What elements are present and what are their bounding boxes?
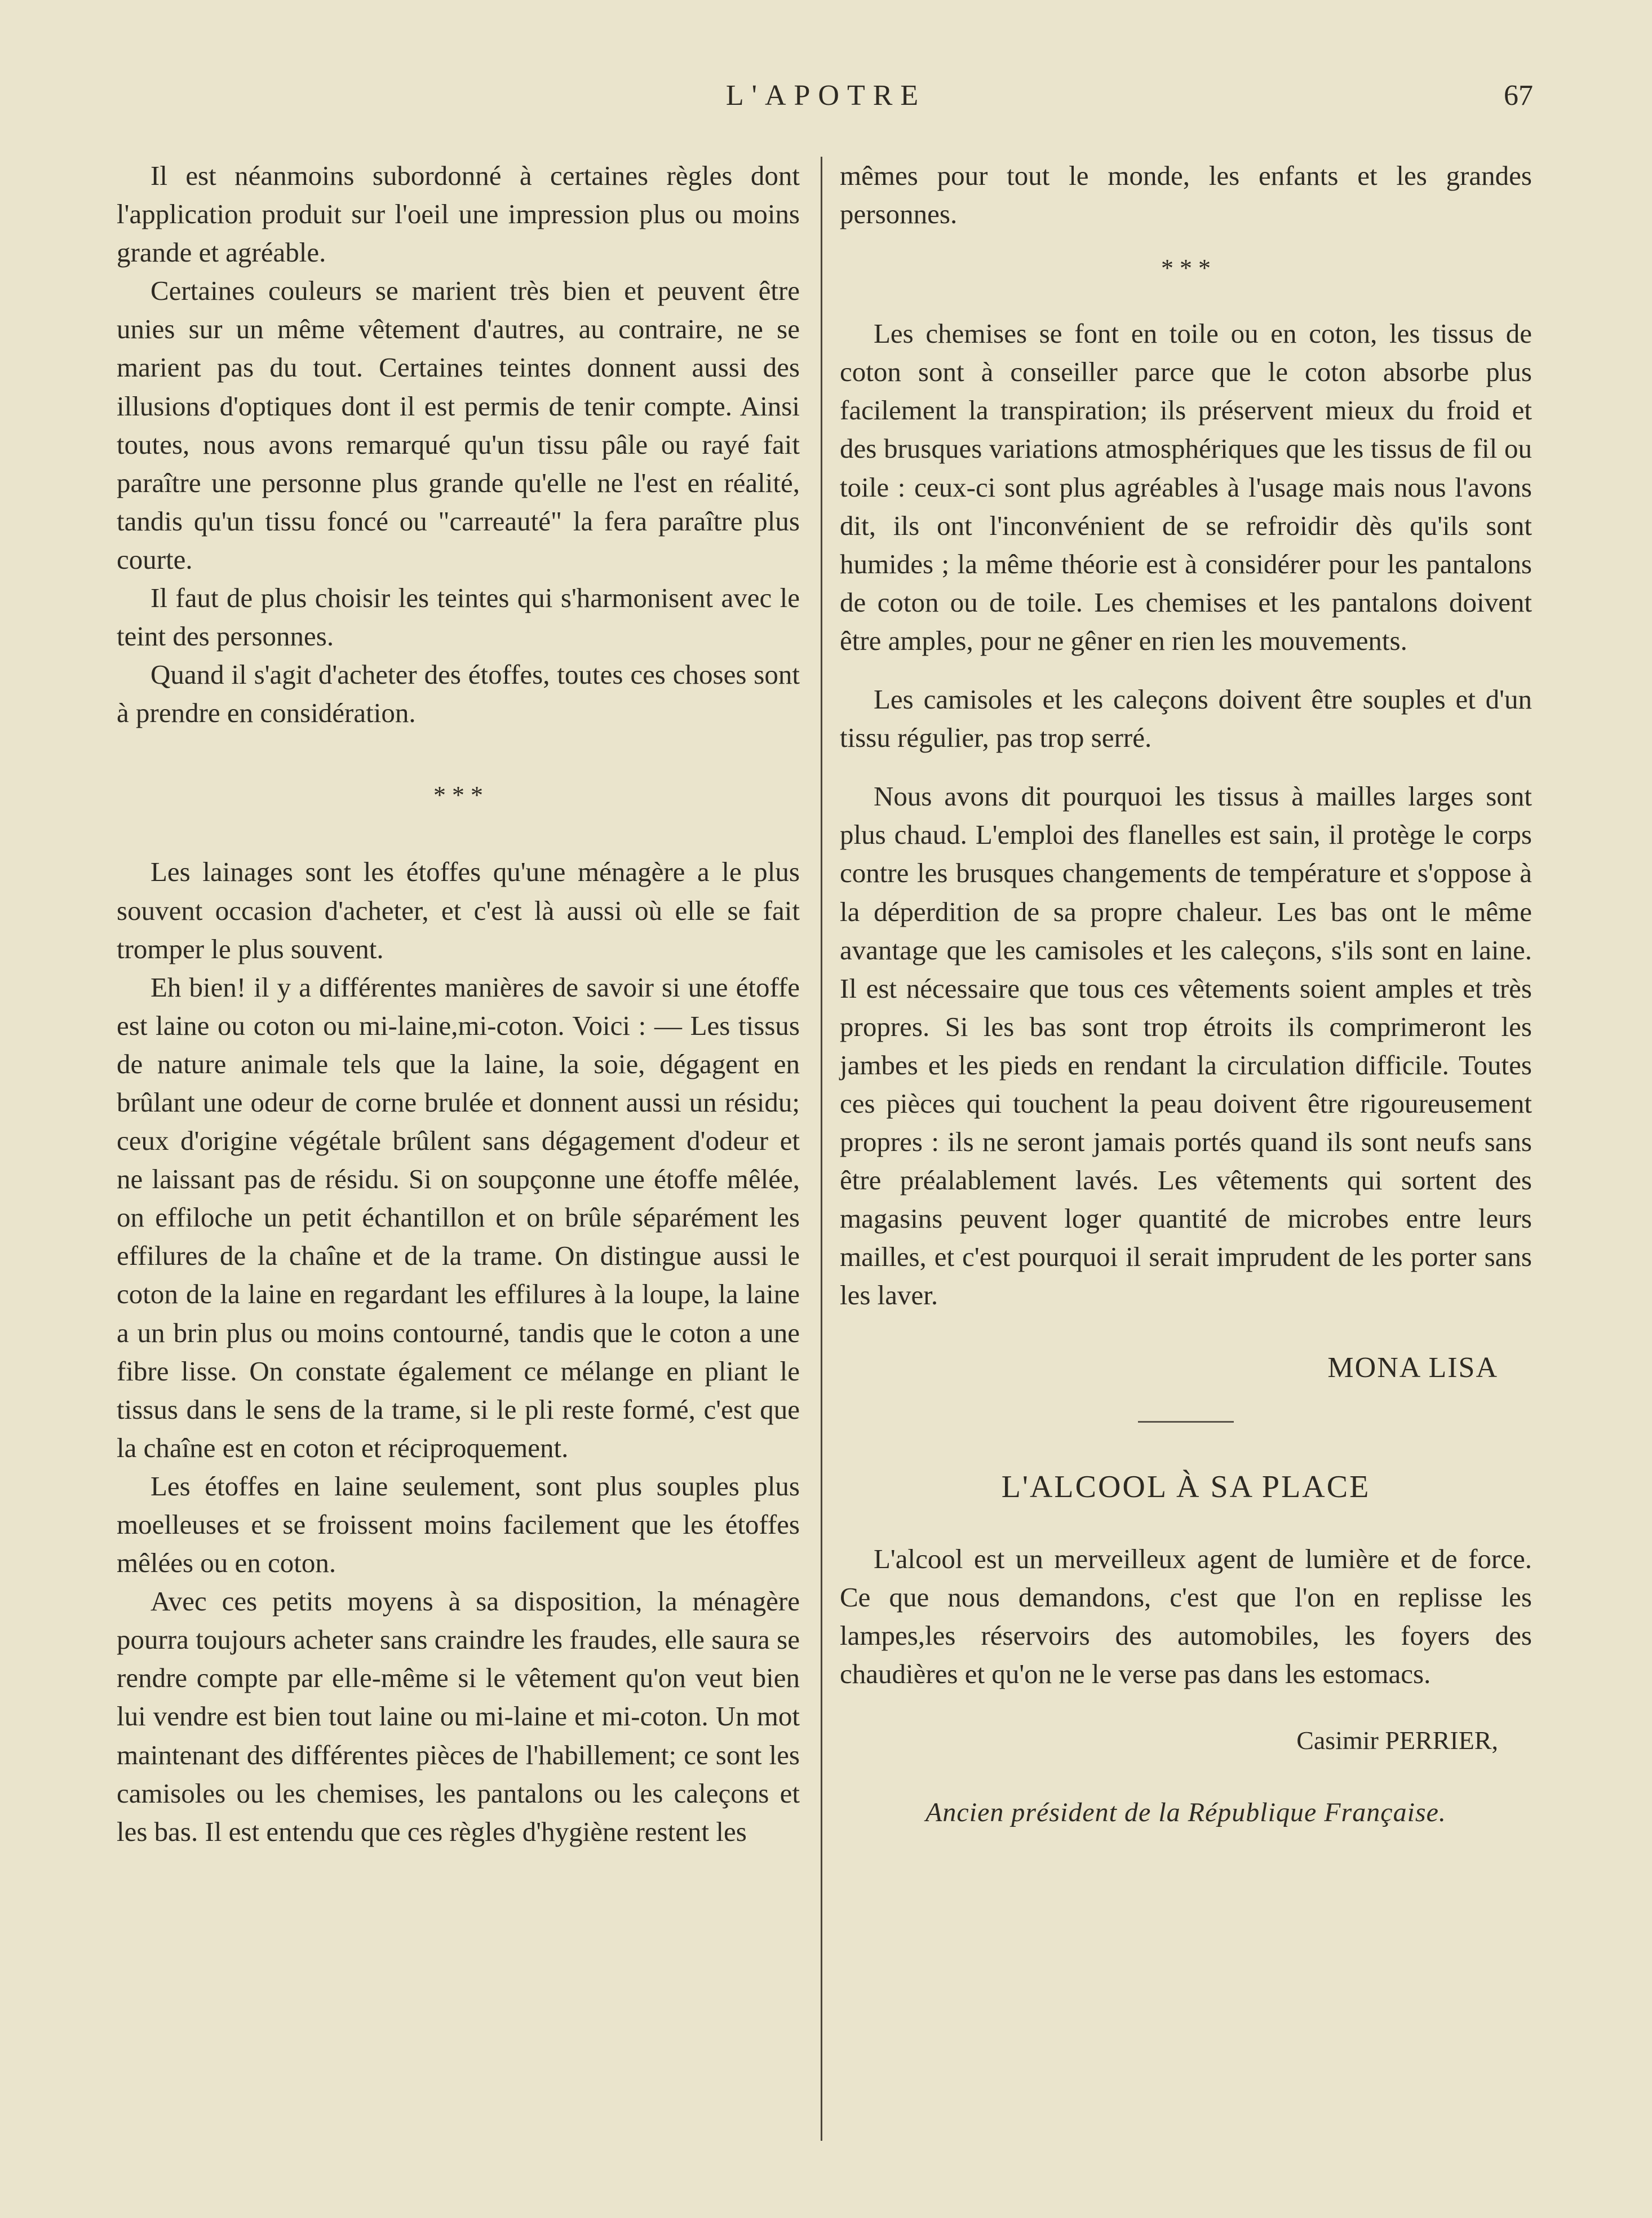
paragraph: Eh bien! il y a différentes manières de savoir si une étoffe est laine ou coton ou mi-laine,mi-coton. Voici : — Les tissus de nature animale tels que la laine, la soie, dégagent en brûlant une odeur de corne brulée et donnent aussi un résidu; ceux d'origine végétale brûlent sans dégagement d'odeur et ne laissant pas de résidu. Si on soupçonne une étoffe mêlée, on effiloche un petit échantillon et on brûle séparément les effilures de la chaîne et de la trame. On distingue aussi le coton de la laine en regardant les effilures à la loupe, la laine a un brin plus ou moins contourné, tandis que le coton a une fibre lisse. On constate également ce mélange en pliant le tissus dans le sens de la trame, si le pli reste formé, c'est que la chaîne est en coton et réciproquement.: [117, 971, 800, 1463]
paragraph: Les lainages sont les étoffes qu'une ménagère a le plus souvent occasion d'acheter, et c'est là aussi où elle se fait tromper le plus souvent.: [117, 856, 800, 964]
paragraph: Il est néanmoins subordonné à certaines règles dont l'application produit sur l'oeil une impression plus ou moins grande et agréable.: [117, 160, 800, 268]
paragraph: Certaines couleurs se marient très bien et peuvent être unies sur un même vêtement d'autres, au contraire, ne se marient pas du tout. Certaines teintes donnent aussi des illusions d'optiques dont il est permis de tenir compte. Ainsi toutes, nous avons remarqué qu'un tissu pâle ou rayé fait paraître une personne plus grande qu'elle ne l'est en réalité, tandis qu'un tissu foncé ou "carreauté" la fera paraître plus courte.: [117, 275, 800, 575]
section-asterism: * * *: [1161, 254, 1211, 282]
paragraph: Quand il s'agit d'acheter des étoffes, toutes ces choses sont à prendre en considération.: [117, 659, 800, 729]
paragraph: Nous avons dit pourquoi les tissus à mailles larges sont plus chaud. L'emploi des flanelles est sain, il protège le corps contre les brusques changements de température et s'oppose à la déperdition de sa propre chaleur. Les bas ont le même avantage que les camisoles et les caleçons, s'ils sont en laine. Il est nécessaire que tous ces vêtements soient amples et très propres. Si les bas sont trop étroits ils comprimeront les jambes et les pieds en rendant la circulation difficile. Toutes ces pièces qui touchent la peau doivent être rigoureusement propres : ils ne seront jamais portés quand ils sont neufs sans être préalablement lavés. Les vêtements qui sortent des magasins peuvent loger quantité de microbes entre leurs mailles, et c'est pourquoi il serait imprudent de les porter sans les laver.: [840, 781, 1532, 1311]
author-title: Ancien président de la République Française.: [925, 1798, 1446, 1828]
author-name: Casimir PERRIER,: [1296, 1726, 1498, 1755]
left-column: [117, 157, 800, 1851]
article-title: L'ALCOOL À SA PLACE: [1001, 1469, 1371, 1504]
column-divider: [821, 157, 822, 2141]
paragraph: mêmes pour tout le monde, les enfants et les grandes personnes.: [840, 160, 1532, 230]
paragraph: L'alcool est un merveilleux agent de lumière et de force. Ce que nous demandons, c'est que l'on en replisse les lampes,les réservoirs des automobiles, les foyers des chaudières et qu'on ne le verse pas dans les estomacs.: [840, 1543, 1532, 1689]
separator-rule: [1138, 1421, 1234, 1423]
paragraph: Les chemises se font en toile ou en coton, les tissus de coton sont à conseiller parce que le coton absorbe plus facilement la transpiration; ils préservent mieux du froid et des brusques variations atmosphériques que les tissus de fil ou toile : ceux-ci sont plus agréables à l'usage mais nous l'avons dit, ils ont l'inconvénient de se refroidir dès qu'ils sont humides ; la même théorie est à considérer pour les pantalons de coton ou de toile. Les chemises et les pantalons doivent être amples, pour ne gêner en rien les mouvements.: [840, 318, 1532, 656]
running-title: L'APOTRE: [725, 79, 927, 112]
paragraph: Avec ces petits moyens à sa disposition, la ménagère pourra toujours acheter sans craindre les fraudes, elle saura se rendre compte par elle-même si le vêtement qu'on veut bien lui vendre est bien tout laine ou mi-laine et mi-coton. Un mot maintenant des différentes pièces de l'habillement; ce sont les camisoles ou les chemises, les pantalons ou les caleçons et les bas. Il est entendu que ces règles d'hygiène restent les: [117, 1586, 800, 1847]
section-asterism: * * *: [433, 781, 483, 809]
signature: MONA LISA: [1327, 1351, 1498, 1384]
paragraph: Les étoffes en laine seulement, sont plus souples plus moelleuses et se froissent moins facilement que les étoffes mêlées ou en coton.: [117, 1470, 800, 1579]
page-number: 67: [1504, 79, 1533, 112]
right-column: [840, 157, 1532, 1832]
paragraph: Il faut de plus choisir les teintes qui s'harmonisent avec le teint des personnes.: [117, 582, 800, 652]
paragraph: Les camisoles et les caleçons doivent être souples et d'un tissu régulier, pas trop serré.: [840, 684, 1532, 754]
